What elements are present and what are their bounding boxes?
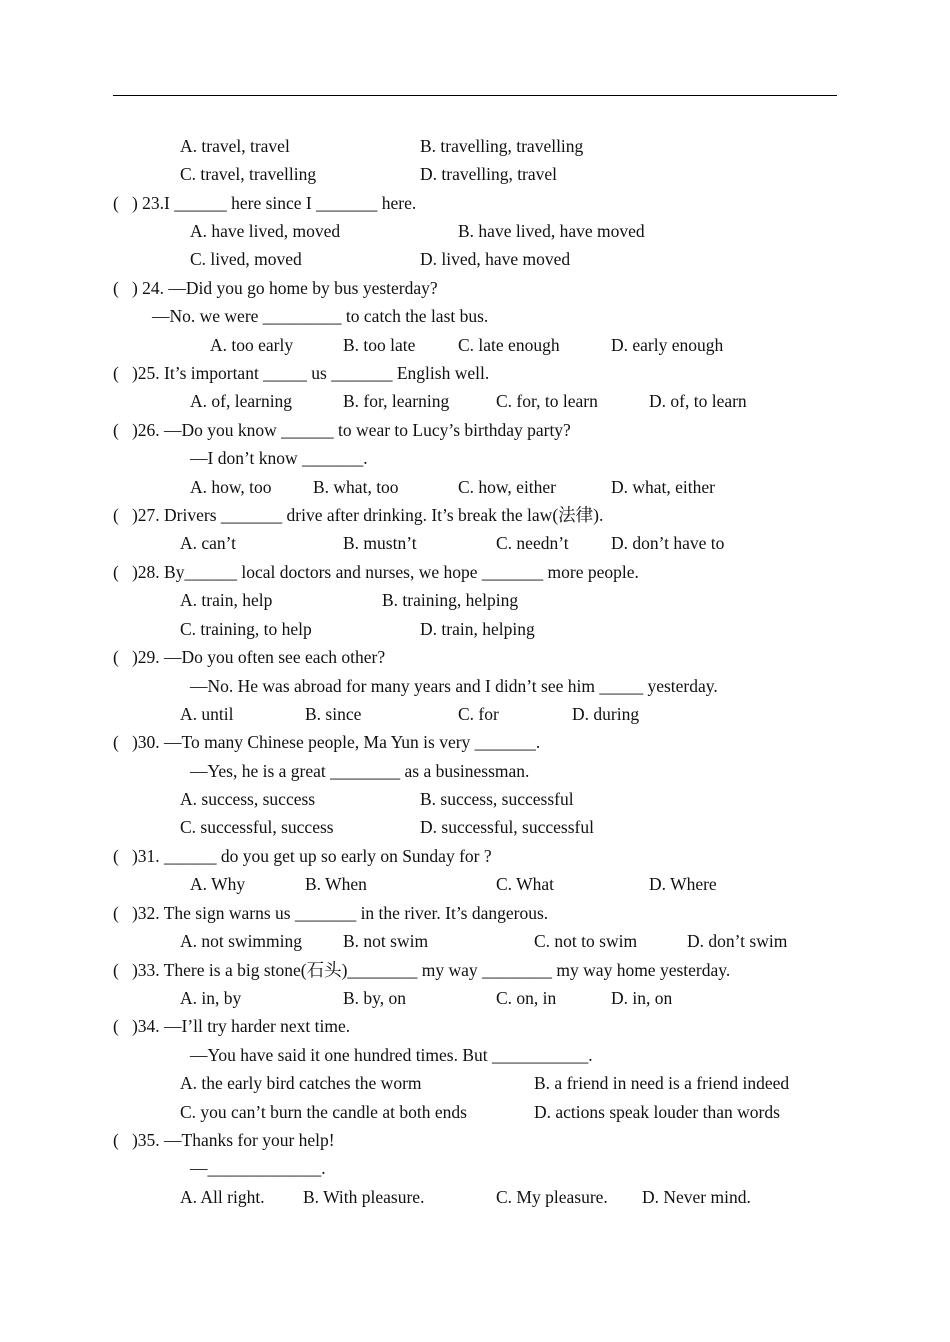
option-c: C. travel, travelling	[180, 164, 317, 184]
option-b: B. for, learning	[343, 391, 450, 411]
option-b: B. too late	[343, 335, 416, 355]
option-b: B. When	[305, 874, 367, 894]
question-32: ( )32. The sign warns us _______ in the river. It’s dangerous.	[113, 903, 549, 923]
question-27: ( )27. Drivers _______ drive after drinking. It’s break the law(法律).	[113, 505, 604, 525]
question-33: ( )33. There is a big stone(石头)________ my way ________ my way home yesterday.	[113, 960, 731, 980]
option-d: D. don’t have to	[611, 533, 725, 553]
option-d: D. travelling, travel	[420, 164, 558, 184]
option-c: C. My pleasure.	[496, 1187, 608, 1207]
question-29: ( )29. —Do you often see each other?	[113, 647, 386, 667]
question-30: ( )30. —To many Chinese people, Ma Yun is very _______.	[113, 732, 541, 752]
option-d: D. actions speak louder than words	[534, 1102, 780, 1122]
option-d: D. in, on	[611, 988, 673, 1008]
option-a: A. too early	[210, 335, 294, 355]
option-a: A. train, help	[180, 590, 273, 610]
option-a: A. of, learning	[190, 391, 293, 411]
question-35: ( )35. —Thanks for your help!	[113, 1130, 335, 1150]
answer-line: —I don’t know _______.	[190, 448, 368, 468]
answer-line: —_____________.	[190, 1158, 326, 1178]
option-a: A. the early bird catches the worm	[180, 1073, 422, 1093]
option-d: D. of, to learn	[649, 391, 747, 411]
option-b: B. by, on	[343, 988, 407, 1008]
option-c: C. What	[496, 874, 555, 894]
option-b: B. travelling, travelling	[420, 136, 584, 156]
question-28: ( )28. By______ local doctors and nurses, we hope _______ more people.	[113, 562, 639, 582]
option-c: C. how, either	[458, 477, 557, 497]
question-24: ( ) 24. —Did you go home by bus yesterday?	[113, 278, 438, 298]
question-34: ( )34. —I’ll try harder next time.	[113, 1016, 351, 1036]
option-c: C. needn’t	[496, 533, 569, 553]
question-23: ( ) 23.I ______ here since I _______ here.	[113, 193, 417, 213]
option-d: D. lived, have moved	[420, 249, 571, 269]
option-d: D. early enough	[611, 335, 724, 355]
answer-line: —No. He was abroad for many years and I didn’t see him _____ yesterday.	[190, 676, 718, 696]
option-b: B. success, successful	[420, 789, 574, 809]
option-c: C. lived, moved	[190, 249, 302, 269]
option-c: C. not to swim	[534, 931, 638, 951]
option-a: A. success, success	[180, 789, 316, 809]
option-d: D. Never mind.	[642, 1187, 751, 1207]
option-b: B. not swim	[343, 931, 429, 951]
option-b: B. With pleasure.	[303, 1187, 425, 1207]
option-a: A. until	[180, 704, 234, 724]
option-c: C. late enough	[458, 335, 560, 355]
option-b: B. training, helping	[382, 590, 519, 610]
option-b: B. a friend in need is a friend indeed	[534, 1073, 790, 1093]
option-d: D. during	[572, 704, 640, 724]
option-c: C. for, to learn	[496, 391, 598, 411]
option-b: B. since	[305, 704, 362, 724]
option-b: B. what, too	[313, 477, 399, 497]
question-31: ( )31. ______ do you get up so early on Sunday for ?	[113, 846, 492, 866]
option-d: D. successful, successful	[420, 817, 594, 837]
option-b: B. have lived, have moved	[458, 221, 645, 241]
answer-line: —No. we were _________ to catch the last bus.	[152, 306, 489, 326]
answer-line: —You have said it one hundred times. But ___________.	[190, 1045, 593, 1065]
option-a: A. travel, travel	[180, 136, 290, 156]
option-a: A. in, by	[180, 988, 242, 1008]
option-a: A. can’t	[180, 533, 237, 553]
option-a: A. Why	[190, 874, 246, 894]
option-c: C. for	[458, 704, 499, 724]
option-c: C. successful, success	[180, 817, 334, 837]
option-d: D. don’t swim	[687, 931, 788, 951]
option-a: A. not swimming	[180, 931, 303, 951]
option-b: B. mustn’t	[343, 533, 417, 553]
question-26: ( )26. —Do you know ______ to wear to Lucy’s birthday party?	[113, 420, 571, 440]
option-c: C. on, in	[496, 988, 557, 1008]
answer-line: —Yes, he is a great ________ as a businessman.	[190, 761, 530, 781]
option-c: C. you can’t burn the candle at both ends	[180, 1102, 467, 1122]
option-a: A. how, too	[190, 477, 272, 497]
option-a: A. All right.	[180, 1187, 265, 1207]
option-d: D. train, helping	[420, 619, 535, 639]
header-rule	[113, 95, 837, 96]
option-c: C. training, to help	[180, 619, 312, 639]
option-d: D. what, either	[611, 477, 715, 497]
question-25: ( )25. It’s important _____ us _______ English well.	[113, 363, 490, 383]
option-a: A. have lived, moved	[190, 221, 341, 241]
option-d: D. Where	[649, 874, 717, 894]
